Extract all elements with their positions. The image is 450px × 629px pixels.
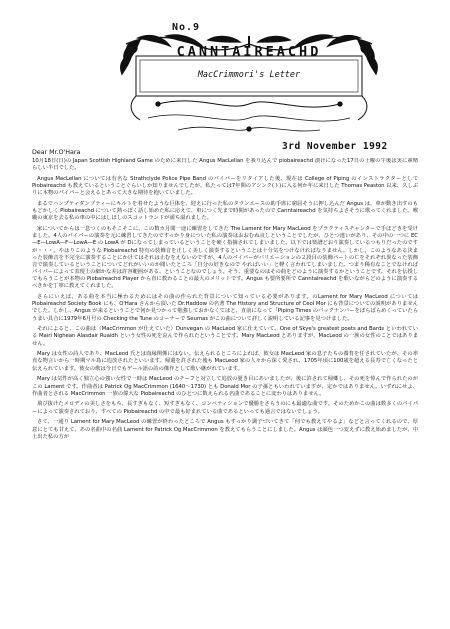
newsletter-subtitle: MacCrimmori's Letter — [197, 70, 301, 80]
paragraph: まるでハンプティダンプティーにキルトを着せたような巨体を、迎えに行った私のタウンエースの助手席に窮屈そうに押し込んだ Angus は、車が動き出すのももどかしく Piobaireachd について熱っぽく話し始めた私に応えて、車につく先まで時間があったので Canntaireachd を気持ちよさそうに歌ってくれました。喉嚨の東京を去る私の車の中にはしばしのスコットランドが満ち溢れました。 — [32, 200, 418, 222]
newsletter-title: CANNTAIREACHD — [176, 44, 322, 60]
paragraph: 10月18日(日)の Japan Scottish Highland Game のために来日した Angus MacLellan を我り込んで piobaireachd 漬けになった17日の土曜の午後は実に素晴らしい半日でした。 — [32, 158, 418, 172]
paragraph: Angus MacLellan については有名な Strathclyde Police Pipe Band のパイパーをリタイアした後、現在は College of Piping のインストラクターとして Piobaireachd も教えているということぐらいしか知りませんでしたが、私たっては7年間のアシンク(ト)に入る何か年に来日した Thomas Peaston 以来、久しぶりに本物のパイパーと会えるとあって大きな期待を抱いていました。 — [32, 175, 418, 197]
salutation: Dear Mr.O'Hara — [32, 149, 81, 156]
paragraph: それによると、この曲は（MacCrimmon が仕えていた）Dunvegan の MacLeod 家に仕えていて、One of Skye's greatest poets and Bards といわれている Mairi Nighean Alasdair Ruaidh という女性の死を哀んで作られたということです。Mary MacLeod とありますが、MacLeod の一族の女性のことではありません。 — [32, 326, 418, 347]
letter-date: 3rd November 1992 — [282, 141, 388, 152]
paragraph: Mary は気性が高く独立心の強い女性で一時は MacLeod のチーフと対立して追放の憂き目にあいましたが、後に許されて帰郷し、その死を悼んで作られたのがこの Lament です。作曲者は Patrick Og MacCrimmon (1640〜1730) とも Donald Mor の子孫ともいわれていますが、定かではありません。いずれにせよ、作曲者とされる MacCrimmon 一族の偉大な Piobaireachd のひとつに数えられる名曲であることに変わりはありません。 — [32, 376, 418, 397]
issue-number: No.9 — [172, 22, 201, 33]
paragraph: Mary は女性の詩人であり、MacLeod 氏とは血縁関係にはない。伝えられるところによれば、彼女は MacLeod 家の息子たちの養育を任されていたが、その率直な物言いから一時期マル島に追放されたといいます。帰還を許された後も MacLeod 家の人々から深く愛され、1705年頃に100歳を超える長寿で亡くなったと伝えられています。彼女の歌は今日でもゲール語の詩の傑作として歌い継がれています。 — [32, 351, 418, 372]
paragraph: さて、一通り Lament for Mary MacLeod の練習が終わったところで Angus もすっかり調子づいてきて「何でも教えてやるよ」などと言ってくれるので、厚意にとても甘えて、あの名曲中の名曲 Lament for Patrick Og MacCrimmon を教えてもらうことにしました。Angus は顔色一つ変えずに教え始めましたが、中上出た私の方が — [32, 419, 418, 440]
letter-body — [32, 158, 418, 620]
paragraph: さらにいえば、ある曲を本当に極わるためにはその曲の作られた背景について知っている必要があります。のLament for Mary MacLeod については Piobaireachd Society Book にも、O'Hara さんから頂いた Dr.Haddow の名著 The History and Structure of Ceol Mor にも背景についての説明がありませんでした。しかし、Angus が来るということで何か見つかって勉強しておかなくてはと、直前になって「Piping Times のバックナンバーをぱらぱらめくっていたらうまい具合に1979年6月号の Checking the Tune のコーナーで Seumas がこの曲について詳しく説明している記事を見つけました。 — [32, 294, 418, 322]
paragraph: 家についてからは一息つくのもそこそこに、この数カ月間一途に練習をしてきた The Lament for Mary MacLeod をプラクティスチャンターで手ほどきを受けました。4人のパイパーの演奏を元に練習してきたのですっかり身についた私の演奏はおおむね良しということでしたが、ひとつ違いがあり、その中の一つに EC—E—LowA—F—LowA—E の LowA が Dになってしまっているということを硬く指摘されてしまいました。以下では楽譜どおり演奏しているつもりだったのですが・・・。やはりこのような Piobaireachd 特有の装飾音を正しく美しく演奏するということは十分気をつけなければなりません。しかし、このようなある決まった装飾音を不完全に演奏することにかけてはそれは止むをえないのですが、4人のパイパーがバリエーションの２段目の装飾パートのＣをそれぞれ異なった装飾音で演奏しているということについてどれがいいのか聞いたところ「自分の好きなので やればいい」と軽く言われてしまいました。つまり稀有なことでなければパイパーによって表現上の細かな差は許容範囲がある、ということなのでしょう。そう、重要なのはその曲をどのように演奏するかということです。それを伝授してもらうことが本物の Piobaireachd Player から直に教わることの最大のメリットです。Angus も要所要所で Canntaireachd を歌いながらどのように演奏するべきかを丁寧に教えてくれました。 — [32, 226, 418, 290]
paragraph: 飛び抜けたメロディの美しさをもち、長すぎもなく、短すぎもなく、コンペティションで優勝をさらうのにも最適な曲です。そのためかこの曲は数多くのパイパーによって演奏されており、すべての Piobaireachd の中で最も好まれている曲であるといっても過言ではないでしょう。 — [32, 401, 418, 415]
